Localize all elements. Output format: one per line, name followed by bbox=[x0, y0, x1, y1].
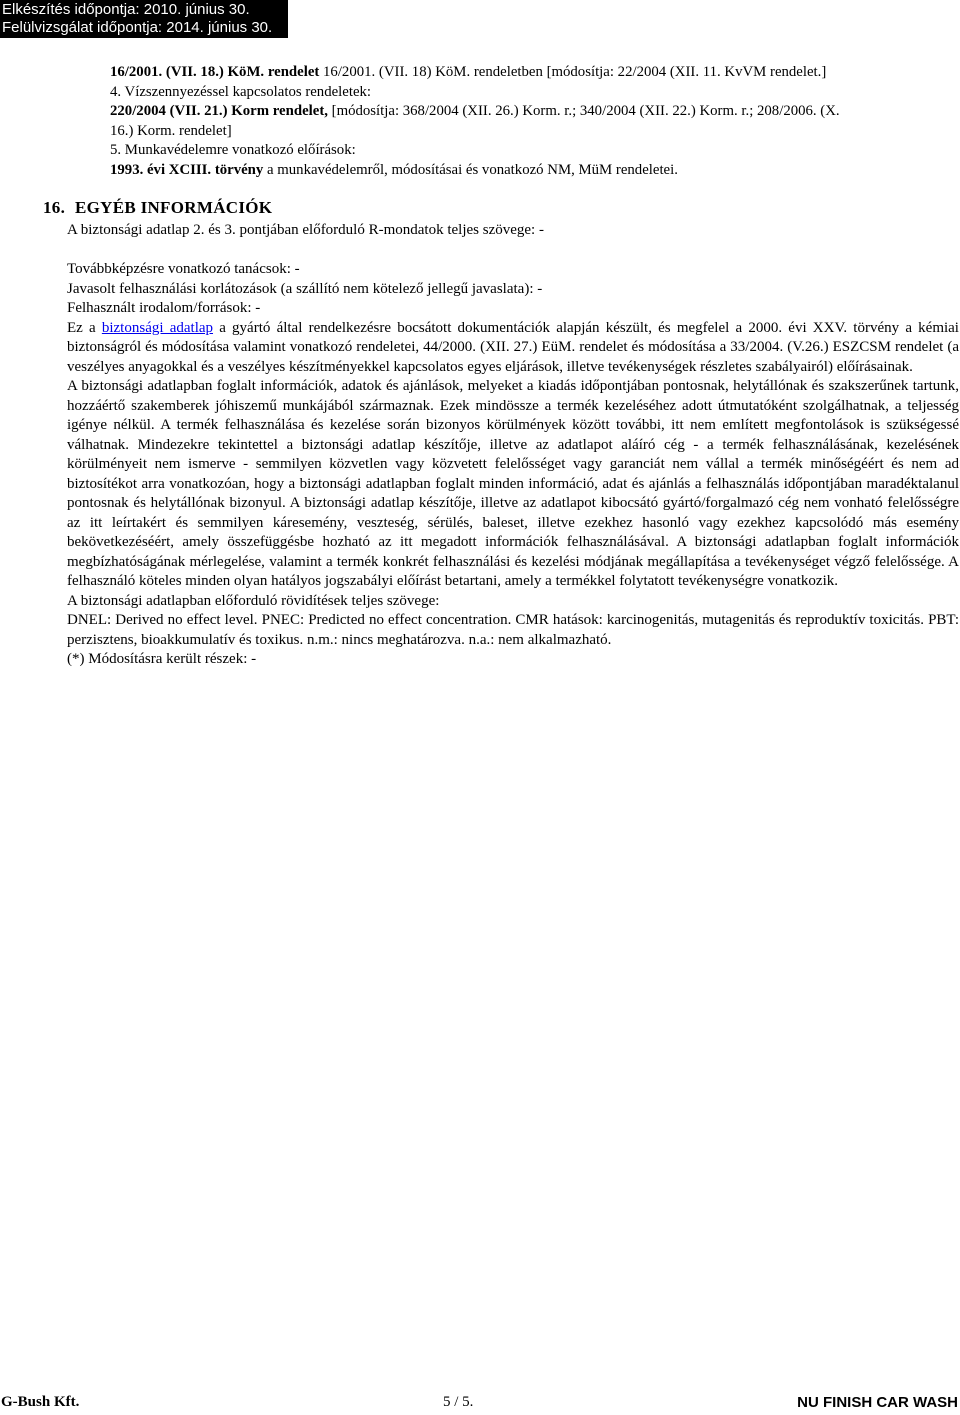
training-advice-line: Továbbképzésre vonatkozó tanácsok: - bbox=[67, 261, 300, 277]
ref-line-4: 16.) Korm. rendelet] bbox=[110, 122, 232, 139]
regulation-references bbox=[110, 63, 840, 180]
ref-line-2: 4. Vízszennyezéssel kapcsolatos rendeletek: bbox=[110, 83, 372, 100]
footer-page-number: 5 / 5. bbox=[443, 1394, 474, 1410]
safety-data-sheet-link[interactable]: biztonsági adatlap bbox=[101, 319, 214, 336]
usage-restrictions-line: Javasolt felhasználási korlátozások (a szállító nem kötelező jellegű javaslata): - bbox=[67, 280, 543, 297]
ref-line-3: 220/2004 (VII. 21.) Korm rendelet, [módosítja: 368/2004 (XII. 26.) Korm. r.; 340/2004 (XII. 22.) Korm. r.; 208/2006. (X. bbox=[110, 103, 840, 119]
document-date-header bbox=[0, 0, 288, 38]
creation-date: Elkészítés időpontja: 2010. június 30. bbox=[2, 1, 250, 18]
abbreviations-heading: A biztonsági adatlapban előforduló rövidítések teljes szövege: bbox=[67, 592, 440, 609]
ref-line-5: 5. Munkavédelemre vonatkozó előírások: bbox=[110, 142, 356, 158]
section-16-heading bbox=[43, 198, 273, 218]
revision-date: Felülvizsgálat időpontja: 2014. június 30. bbox=[2, 19, 273, 36]
footer-product-name: NU FINISH CAR WASH bbox=[797, 1394, 958, 1411]
abbreviations-paragraph: DNEL: Derived no effect level. PNEC: Predicted no effect concentration. CMR hatások: karcinogenitás, mutagenitás és reproduktív toxicitás. PBT: perzisztens, bioakkumulatív és toxikus. n.m.: nincs meghatározva. n.a.: nem alkalmazható. bbox=[67, 612, 959, 648]
footer-company: G-Bush Kft. bbox=[1, 1394, 80, 1410]
r-phrases-line: A biztonsági adatlap 2. és 3. pontjában előforduló R-mondatok teljes szövege: - bbox=[67, 222, 544, 238]
disclaimer-paragraph: A biztonsági adatlapban foglalt információk, adatok és ajánlások, melyeket a kiadás időpontjában pontosnak, helytállónak és szakszerűnek tartunk, hozzáértő szakemberek jóhiszemű munkájából származnak. Ezek mindössze a termék kezeléséhez adott útmutatóként szolgálhatnak, a teljesség igénye nélkül. A termék felhasználása és kezelése során bizonyos körülmények között további, itt nem említett megfontolások is szükségessé válhatnak. Mindezekre tekintettel a biztonsági adatlap készítője, illetve az adatlapot aláíró cég - a termék felhasználásának, kezelésének körülményeit nem ismerve - semmilyen közvetlen vagy közvetett felelősséget vagy garanciát nem vállal a termék minőségéért és nem ad biztosítékot arra vonatkozóan, hogy a biztonsági adatlapban foglalt minden információ, adat és ajánlás a felhasználás időpontjában maradéktalanul pontosnak és helytállónak bizonyul. A biztonsági adatlap készítője, illetve az adatlapot kibocsátó gyártó/forgalmazó cég nem vonható felelősségre az itt leírtakért és semmilyen káresemény, veszteség, sérülés, baleset, illetve ezekhez hasonló vagy ezekhez kapcsolódó más esemény bekövetkezéséért, amely összefüggésbe hozható az itt megadott információk felhasználásával. A biztonsági adatlapban foglalt információk megbízhatóságának mérlegelése, valamint a termék konkrét felhasználási és kezelési módjának megállapítása a tevékenységet végző felelőssége. A felhasználó köteles minden olyan hatályos jogszabályi előírást betartani, amely a termékkel folytatott tevékenységre vonatkozik. bbox=[67, 378, 959, 589]
section-title: EGYÉB INFORMÁCIÓK bbox=[75, 198, 273, 217]
modified-parts-line: (*) Módosításra került részek: - bbox=[67, 651, 257, 667]
sources-line: Felhasznált irodalom/források: - bbox=[67, 300, 261, 316]
ref-line-6: 1993. évi XCIII. törvény a munkavédelemről, módosításai és vonatkozó NM, MüM rendeletei. bbox=[110, 161, 678, 178]
section-number: 16. bbox=[43, 198, 66, 217]
compliance-paragraph: Ez a biztonsági adatlap a gyártó által rendelkezésre bocsátott dokumentációk alapján készült, és megfelel a 2000. évi XXV. törvény a kémiai biztonságról és módosítása valamint vonatkozó rendeletei, 44/2000. (XII. 27.) EüM. rendelet és módosítása a 33/2004. (V.26.) ESZCSM rendelet (a veszélyes anyagokkal és a veszélyes készítményekkel kapcsolatos egyes eljárások, illetve tevékenységek részletes szabályairól) előírásainak. bbox=[67, 319, 959, 375]
ref-line-1: 16/2001. (VII. 18.) KöM. rendelet 16/2001. (VII. 18) KöM. rendeletben [módosítja: 22/2004 (XII. 11. KvVM rendelet.] bbox=[110, 64, 827, 80]
section-16-body bbox=[67, 221, 959, 670]
